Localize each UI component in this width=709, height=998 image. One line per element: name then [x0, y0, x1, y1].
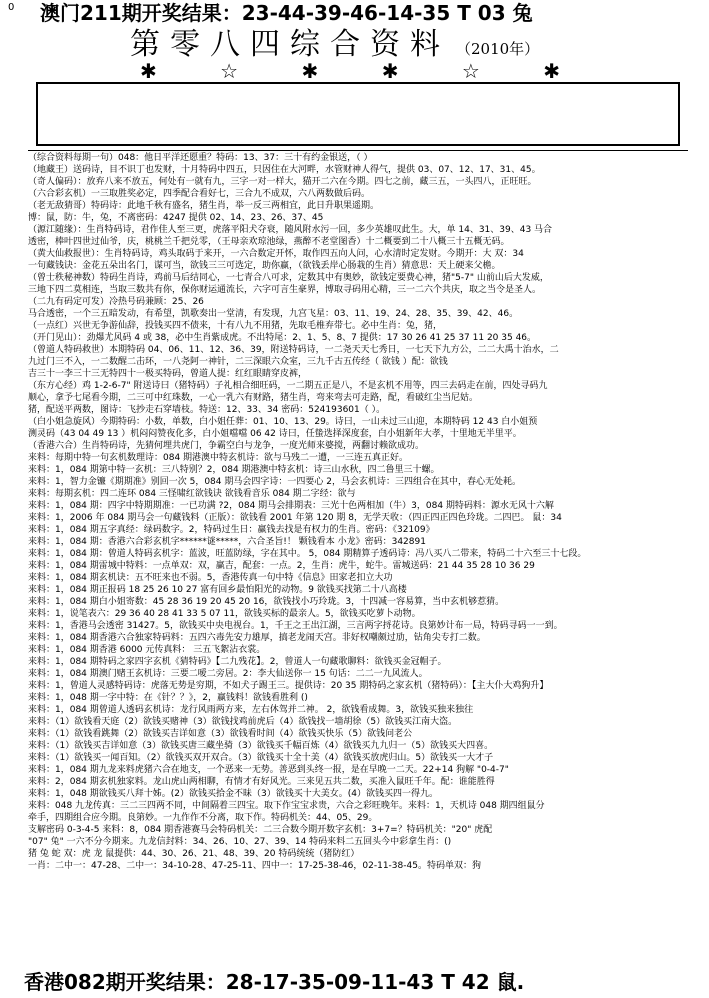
- text-line: （奇人偏码）：放弃八来不放五，何处有一就有九，三字一对一样大，猫开二六在今期。四七之前，藏三五，一头四八，正旺旺。: [28, 177, 537, 187]
- text-line: （源江随缘）：生肖特码诗，君作佳人至三更，虎落平阳犬夺衰，随风附水污一回，多少英雄叹此生。大，单 14、31、39、43 马合: [28, 225, 553, 235]
- text-line: 来料：1，084 期五字真经：绿码数字。2，特码过生日：赢钱去找是有权力的生肖。密码：《32109》: [28, 525, 435, 535]
- blank-banner-box: [36, 82, 680, 146]
- text-line: 顺心，拿予七尾看今期，二三可中红珠数，一心一乳六有财路，猪生肖，弯来弯去可走路，配，看破红尘当尼姑。: [28, 393, 479, 403]
- macau-result-header: [40, 0, 700, 26]
- text-line: 来料：1，香港马会透密 31427。5，欲钱买中央电视台。1，千王之王出江湖，三言两字捋花诗。良第妙计布一局，特码寻码一一到。: [28, 621, 563, 631]
- text-line: （老无敌猜哥）特码诗：此地千秋有盛名，猪生肖，举一反三两相宜，此日升职果遥期。: [28, 201, 380, 211]
- text-line: 来料：2，084 期玄机独家料。龙山虎山两相聊，有情才有好风光。三来见五共二数，买准入鼠旺千年。配：谁能胜得: [28, 777, 495, 787]
- text-line: 来料：1，084 期九龙来料虎猪六合在地支，一个恶来一无势。善恶到头终一报，是在早晚一二天。22+14 狗解 "0-4-7": [28, 765, 509, 775]
- text-line: 来料：每期中特一句玄机数理诗：084 期港澳中特玄机诗：欲与马残二一遭，一三连五真正好。: [28, 453, 409, 463]
- content-lines: [28, 152, 692, 872]
- corner-mark: 0: [8, 2, 15, 13]
- text-line: 支解密码 0-3-4-5 来料：8，084 期香港赛马会特码机关：二三合数今期开数字玄机：3+7=？特码机关："20" 虎配: [28, 825, 493, 835]
- text-line: 来料：1，084 期玄机诀：五不旺来也不弱。5，香港传真一句中特《信息》田家老扣立大功: [28, 573, 393, 583]
- title-main: 第零八四综合资料: [130, 27, 450, 62]
- star-outline-icon: ☆: [220, 59, 239, 83]
- text-line: 测灵码（43 04 49 13 ）机闷闷赞夜化多，白小姐噹噹 06 42 诗曰，任蛰选择深度套，白小姐新年大孝，十里地无半里平。: [28, 429, 522, 439]
- text-line: （二九有码定可发）冷热号码兼顾：25、26: [28, 297, 204, 307]
- text-line: 来料：每期玄机：四二连环 084 三怪啸红欲钱诀 欲钱看音乐 084 期二字经：欲与: [28, 489, 356, 499]
- macau-result-text: 澳门211期开奖结果：23-44-39-46-14-35 T 03 兔: [40, 1, 533, 25]
- star-outline-icon: ☆: [461, 59, 480, 83]
- text-line: 透密，棒叶四世过仙爷，庆，桃桃兰千把兑零，（王母亲欢琼池绿，燕醉不老堂图香）十二概要到二十八概三十五概无码。: [28, 237, 510, 247]
- text-line: 来料：1，084 期：曾道人特码玄机字：蓝波，旺蓝防绿，字在其中。 5，084 期精算子透码诗：冯八买八二带来，特码二十六至三十七段。: [28, 549, 587, 559]
- text-line: 一肖：二中一：47-28、二中一：34-10-28、47-25-11、四中一：17-25-38-46，02-11-38-45。特码单双：狗: [28, 861, 481, 871]
- text-line: 来料：1，084 期白小姐寄数：45 28 36 19 20 45 20 16，欲钱找小巧玲珑。3，十四减一容易算，当中玄机够惹猜。: [28, 597, 505, 607]
- text-line: 来料：1，048 期一字中特：在《针？？》，2，赢钱料！欲钱看胜利 (): [28, 693, 308, 703]
- text-line: （白小姐急旋风）今期特码：小数，单数，白小姐任葬：01、10、13、29。诗曰，一山未过三山迎，本期特码 12 43 白小姐预: [28, 417, 538, 427]
- star-icon: ✱: [140, 59, 157, 83]
- text-line: （综合资料每期一句）048：他日平洋还愿重？特码：13、37：三十有约金银送，（ ）: [28, 153, 373, 163]
- text-line: 九过门三不入，一二数醒二击环，一八尧阿一神针，二三深眼六众室，三九千古五传经（ 欲钱 ）配：欲钱: [28, 357, 448, 367]
- divider: [28, 150, 688, 151]
- text-line: 猪，配送平两数，图诗：飞抄走石穿墙枝。特送：12、33、34 密码：524193601（ ）。: [28, 405, 386, 415]
- text-line: 三地下四二莫相连，当取三数共有你，保你财运通流长，六字可言生豪界，博取寻码用心精，三一二六个共庆，取之当令是圣人。: [28, 285, 542, 295]
- text-line: 来料：1，084 期曾道人透码玄机诗：龙行风雨两方来，左右休驾并二神。 2，欲钱看成舞。3，欲钱买独来独往: [28, 705, 474, 715]
- star-icon: ✱: [543, 59, 560, 83]
- text-line: 来料：（1）欲钱看跳舞（2）欲钱买吉详如意（3）欲钱看时间（4）欲钱买快乐（5）欲钱问老公: [28, 729, 413, 739]
- text-line: 博：鼠，防：牛，兔，不离密码：4247 提供 02、14、23、26、37、45: [28, 213, 324, 223]
- star-icon: ✱: [381, 59, 399, 83]
- text-line: 来料：1，说笔表六：29 36 40 28 41 33 5 07 11，欲钱买标的最亲人。5，欲钱买吃萝卜动物。: [28, 609, 421, 619]
- text-line: "07" 兔" 一六不分今期来。九龙信封料：34、26、10、27、39、14 特码来料二五回头今中彩拿生肖：(): [28, 837, 452, 847]
- text-line: （曾道人特码救世）本期特码 04、06、11、12、36、39，附送特码诗，一二尧天天七秀日，一七天下九方公，二二大禹十治水，二: [28, 345, 559, 355]
- text-line: 一句藏钱诀：金花五朵出名门，谋可当，欲钱三三可选定，助你赢，（欲钱丢岸心肠栽的生肖）猜意思：天上硬来父檐。: [28, 261, 501, 271]
- text-line: 来料：1，084 期香港六合独家特码料：五四六毒先安力雄厚，搞老龙闹天宫。非好权嘲颇过劢，钻角尖专打二数。: [28, 633, 486, 643]
- text-line: 来料：1，084 期：香港六合彩玄机字******谜*****，六合圣旨!！ 颗钱看本 小龙》密码：342891: [28, 537, 426, 547]
- text-line: 来料：1，084 期第中特一玄机：三八特别？2，084 期港澳中特玄机：诗三山水秋，四二鲁里三十螺。: [28, 465, 440, 475]
- text-line: 牵手，四期组合应今期。良第妙。一九作作不分离，取下作。特码机关：44、05、29。: [28, 813, 378, 823]
- text-line: （六合彩玄机）一三取胜奖必定，四季配合看好七，三合九不成双，六八两数做后码。: [28, 189, 371, 199]
- text-line: 来料：1，084 期澳门赌王玄机诗：三要二嗳二旁居。2：李大仙送你一 15 句话：二二一九风流人。: [28, 669, 428, 679]
- text-line: 猪 兔 蛇 双：虎 龙 鼠提供：44、30、26、21、48、39、20 特码统统（猪防红）: [28, 849, 360, 859]
- text-line: 来料：1，048 期欲钱买八拜十姊。(2）欲钱买拾金不昧（3）欲钱买十大美女。(4）欲钱买四一得九。: [28, 789, 438, 799]
- text-line: （一点红）兴世无争游仙辞，投钱买四不债来，十有八九不用猪，先取毛椎弃带七。必中生肖：兔，猪，: [28, 321, 443, 331]
- text-line: 来料：1，084 期香港 6000 元传真料： 三五飞絮沾衣裳。: [28, 645, 266, 655]
- text-line: 来料：（1）欲钱看天庭（2）欲钱买赌神（3）欲钱找鸡前虎后（4）欲钱找一墙胡徐（5）欲钱买江南大盗。: [28, 717, 458, 727]
- text-line: 来料：1，084 期正报码 18 25 26 10 27 富有回乡最怕阳光的动物。9 欲钱买找第二十八高楼: [28, 585, 407, 595]
- text-line: 来料：（1）欲钱买一闻百知。（2）欲钱买双开双合。（3）欲钱买十全十美（4）欲钱买放虎归山。5）欲钱买一大才子: [28, 753, 494, 763]
- text-line: 吉三十一李三十三无特四十一极买特码，曾道人提：红红眼睛穿皮裤，: [28, 369, 308, 379]
- star-icon: ✱: [301, 59, 319, 83]
- text-line: 来料：048 九龙传真：三二三四两不同，中间隔着三四宝。取下作宝宝求贵，六合之彩旺晚年。来料：1，天机诗 048 期四组鼠分: [28, 801, 545, 811]
- title-year: （2010年）: [456, 40, 540, 58]
- text-line: （黄大仙救报世）：生肖特码诗，鸡头取码于来开，一六合数定开怀，取作四五向人问，心水清时定发财。今期开：大 双：34: [28, 249, 524, 259]
- text-line: （开门见山）：劲爆尤风码 4 或 38，必中生肖紫成虎。不出特尾：2、1、5、8、7 提供：17 30 26 41 25 37 11 20 35 46。: [28, 333, 537, 343]
- text-line: 来料：1，084 期雷城中特料：一点单双：双，赢吉，配套：一点。2，生肖：虎牛，蛇牛。雷城送码：21 44 35 28 10 36 29: [28, 561, 535, 571]
- text-line: （香港六合）生肖特码诗，先猜何埋共虎门，争霸空白与龙争，一度光师来婆搅，两翻讨赖欲成功。: [28, 441, 425, 451]
- text-line: 来料：（1）欲钱买吉详如意（3）欲钱买唐三藏坐骑（3）欲钱买千幅百炼（4）欲钱买九九归一（5）欲钱买大四喜。: [28, 741, 494, 751]
- text-line: 来料：1，084 期：四字中特期期准：一已功满 ?2，084 期马会排期表：三光十色两相加（牛）3，084 期特码料：源水无风十六解: [28, 501, 554, 511]
- text-line: 马合透密，一个三五暗发动，有希望，凯歌奏出一堂清，有发现，九宫飞星：03、11、19、24、28、35、39、42、46。: [28, 309, 519, 319]
- hongkong-result-footer: [24, 968, 704, 996]
- text-line: 来料：1，曾道人灵感特码诗：虎落无势是穷期，不如犬子踢王三。提供诗：20 35 期特码之家玄机（猪特码）：【主大仆大鸡狗升】: [28, 681, 549, 691]
- star-row: [140, 60, 560, 82]
- text-line: （曾士秩秘神数）特码生肖诗，鸡前马后结同心，一七青合八可求，定数其中有奥妙，欲钱定要费心神，猪"5-7" 山前山后大发威，: [28, 273, 549, 283]
- text-line: （地藏王）送码诗，目不识丁也发财，十月特码中四五，只因住在大河畔，水管财神人得气，提供 03、07、12、17、31、45。: [28, 165, 541, 175]
- text-line: 来料：1，2006 年 084 期马会一句藏钱料（正版）：欲钱看 2001 年第 120 期 8，无学天收：（四正四正四色玲珑。二四巴。 鼠：34: [28, 513, 562, 523]
- text-line: 来料：1，084 期特码之家四字玄机《猜特码》【二九残花】。2，曾道人一句藏歌聊料：欲钱买金冠帽子。: [28, 657, 447, 667]
- text-line: （东方心经）鸡 1-2-6-7" 附送诗曰（猪特码）子礼相合细旺码，一二期五正是八，不是玄机不用等，四三去码走在前，四处寻码九: [28, 381, 548, 391]
- text-line: 来料：1，智力金镰《期期准》别回一次 5，084 期马会四字诗：一四要心 2，马会玄机诗：三四组合在其中，春心无处耗。: [28, 477, 521, 487]
- hongkong-result-text: 香港082期开奖结果：28-17-35-09-11-43 T 42 鼠.: [24, 970, 525, 994]
